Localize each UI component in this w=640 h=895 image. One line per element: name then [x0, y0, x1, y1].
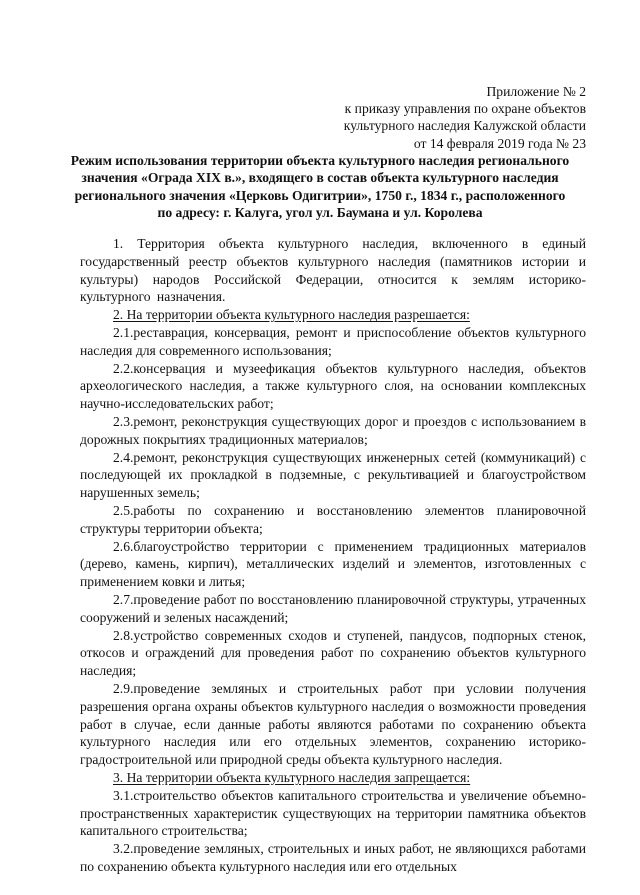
paragraph-3-1: 3.1.строительство объектов капитального строительства и увеличение объемно-пространственных характеристик существующих на территории памятника объектов капитального строительства; [80, 787, 586, 839]
title-line: значения «Ограда XIX в.», входящего в состав объекта культурного наследия [81, 170, 559, 186]
paragraph-2-3: 2.3.ремонт, реконструкция существующих дорог и проездов с использованием в дорожных покрытиях традиционных материалов; [80, 413, 586, 447]
document-body [80, 235, 586, 876]
section-heading-3-text: 3. На территории объекта культурного наследия запрещается: [113, 769, 471, 785]
appendix-line: к приказу управления по охране объектов [344, 101, 586, 117]
appendix-line: Приложение № 2 [486, 84, 586, 99]
section-heading-3 [80, 769, 586, 787]
paragraph-2-7: 2.7.проведение работ по восстановлению планировочной структуры, утраченных сооружений и зеленых насаждений; [80, 591, 586, 625]
section-heading-2-text: 2. На территории объекта культурного наследия разрешается: [113, 307, 470, 323]
paragraph-2-6: 2.6.благоустройство территории с применением традиционных материалов (дерево, камень, кирпич), металлических изделий и элементов, изготовленных с применением ковки и литья; [80, 538, 586, 590]
paragraph-2-5: 2.5.работы по сохранению и восстановлению элементов планировочной структуры территории объекта; [80, 502, 586, 536]
title-line: Режим использования территории объекта культурного наследия регионального [70, 153, 570, 168]
appendix-header [344, 83, 586, 152]
appendix-line: культурного наследия Калужской области [343, 118, 586, 134]
appendix-line: от 14 февраля 2019 года № 23 [413, 135, 586, 151]
paragraph-3-2: 3.2.проведение земляных, строительных и иных работ, не являющихся работами по сохранению объекта культурного наследия или его отдельных [80, 841, 586, 874]
paragraph-2-4: 2.4.ремонт, реконструкция существующих инженерных сетей (коммуникаций) с последующей их прокладкой в подземные, с рекультивацией и благоустройством нарушенных земель; [80, 449, 586, 501]
paragraph-2-9: 2.9.проведение земляных и строительных работ при условии получения разрешения органа охраны объектов культурного наследия о возможности проведения работ в случае, если данные работы являются работами по сохранению объекта культурного наследия или его отдельных элементов, сохранению историко-градостроительной или природной среды объекта культурного наследия. [80, 680, 586, 768]
paragraph-1: 1. Территория объекта культурного наследия, включенного в единый государственный реестр объектов культурного наследия (памятников истории и культуры) народов Российской Федерации, относится к землям историко-культурного назначения. [80, 236, 586, 305]
title-line: по адресу: г. Калуга, угол ул. Баумана и ул. Королева [157, 204, 483, 220]
section-heading-2 [80, 306, 586, 324]
title-line: регионального значения «Церковь Одигитрии», 1750 г., 1834 г., расположенного [74, 187, 566, 203]
paragraph-2-1: 2.1.реставрация, консервация, ремонт и приспособление объектов культурного наследия для современного использования; [80, 324, 586, 358]
document-title [68, 152, 572, 221]
paragraph-2-8: 2.8.устройство современных сходов и ступеней, пандусов, подпорных стенок, откосов и ограждений для проведения работ по сохранению объектов культурного наследия; [80, 627, 586, 679]
paragraph-2-2: 2.2.консервация и музеефикация объектов культурного наследия, объектов археологического наследия, а также культурного слоя, на основании комплексных научно-исследовательских работ; [80, 360, 586, 412]
